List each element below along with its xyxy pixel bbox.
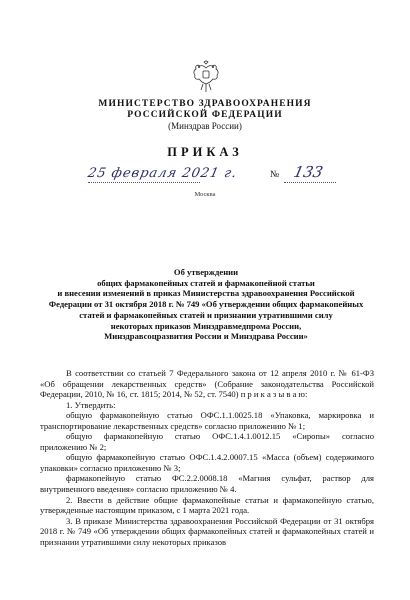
ministry-name-line2: РОССИЙСКОЙ ФЕДЕРАЦИИ xyxy=(127,110,283,120)
coat-of-arms-emblem xyxy=(191,60,221,94)
city: Москва xyxy=(194,191,216,198)
subject-line: Об утверждении xyxy=(173,267,239,277)
date-dotted-line xyxy=(88,182,200,183)
number-sign: № xyxy=(270,170,280,180)
ministry-short-name: (Минздрав России) xyxy=(168,121,242,131)
item-1-heading: 1. Утвердить: xyxy=(66,399,116,410)
order-body xyxy=(40,368,374,547)
item-1-appendix-2: общую фармакопейную статью ОФС.1.4.1.0012.15 «Сиропы» согласно приложению № 2; xyxy=(40,431,374,452)
subject-line: статей и фармакопейных статей и признании утратившими силу xyxy=(79,309,333,320)
subject-line: Минздравсоцразвития России и Минздрава России» xyxy=(104,331,308,342)
order-number-handwritten: 133 xyxy=(292,163,325,181)
ministry-name xyxy=(0,99,410,121)
order-subject xyxy=(40,267,372,342)
subject-line: некоторых приказов Минздравмедпрома России, xyxy=(110,320,302,331)
document-title: ПРИКАЗ xyxy=(167,145,243,159)
subject-line: общих фармакопейных статей и фармакопейной статьи xyxy=(97,277,315,288)
preamble-paragraph: В соответствии со статьей 7 Федерального закона от 12 апреля 2010 г. № 61-ФЗ «Об обращении лекарственных средств» (Собрание законодательства Российской Федерации, 2010, № 16, ст. 1815; 2014, № 52, ст. 7540) п р и к а з ы в а ю: xyxy=(40,368,374,400)
number-dotted-line xyxy=(284,182,336,183)
item-1-appendix-1: общую фармакопейную статью ОФС.1.1.0025.18 «Упаковка, маркировка и транспортирование лекарственных средств» согласно приложению № 1; xyxy=(40,410,374,431)
subject-line: и внесении изменений в приказ Министерства здравоохранения Российской xyxy=(57,288,355,299)
item-2-paragraph: 2. Ввести в действие общие фармакопейные статьи и фармакопейную статью, утвержденные настоящим приказом, с 1 марта 2021 года. xyxy=(40,494,374,516)
subject-line: Федерации от 31 октября 2018 г. № 749 «Об утверждении общих фармакопейных xyxy=(48,299,364,310)
order-date-handwritten: 25 февраля 2021 г. xyxy=(86,166,239,181)
ministry-name-line1: МИНИСТЕРСТВО ЗДРАВООХРАНЕНИЯ xyxy=(98,99,312,109)
item-1-appendix-4: фармакопейную статью ФС.2.2.0008.18 «Магния сульфат, раствор для внутривенного введения» согласно приложению № 4. xyxy=(40,473,374,495)
item-3-paragraph: 3. В приказе Министерства здравоохранения Российской Федерации от 31 октября 2018 г. № 749 «Об утверждении общих фармакопейных статей и фармакопейных статей и признании утратившими силу некоторых приказов xyxy=(40,515,374,547)
item-1-appendix-3: общую фармакопейную статью ОФС.1.4.2.0007.15 «Масса (объем) содержимого упаковки» согласно приложению № 3; xyxy=(40,452,374,473)
